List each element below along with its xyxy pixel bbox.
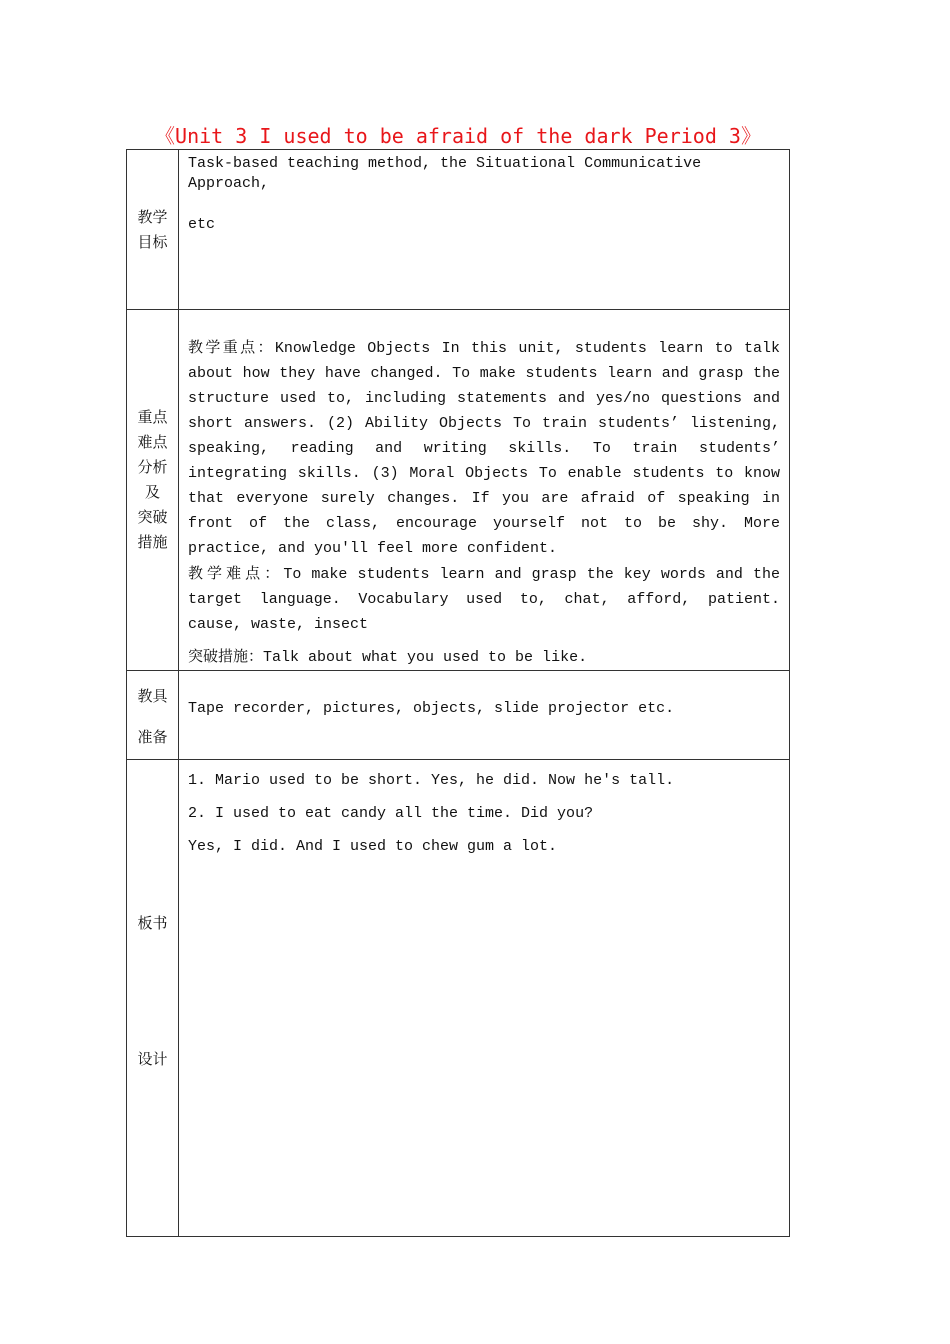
teaching-aids-content-cell [179,671,790,760]
board-design-label-line-2: 设计 [137,1050,168,1068]
objectives-label-line-2: 目标 [137,233,168,251]
board-design-label-line-1: 板书 [137,914,168,932]
objectives-line-1: Task-based teaching method, the Situational Communicative Approach, [188,155,702,192]
board-line-1: 1. Mario used to be short. Yes, he did. Now he's tall. [188,772,675,789]
key-points-row [127,310,790,671]
lesson-plan-table [126,149,790,1237]
teaching-focus-paragraph [188,335,780,561]
objectives-label-cell [127,150,179,310]
board-design-content-cell [179,760,790,1237]
key-points-label-line-5: 突破 [137,508,168,526]
objectives-label-line-1: 教学 [137,208,168,226]
teaching-focus-heading: 教学重点： [188,338,275,356]
key-points-label-cell [127,310,179,671]
teaching-focus-text: Knowledge Objects In this unit, students learn to talk about how they have changed. To make students learn and grasp the structure used to, including statements and yes/no questions and short answers. (2) Ability Objects To train students’ listening, speaking, reading and writing skills. To train students’ integrating skills. (3) Moral Objects To enable students to know that everyone surely changes. If you are afraid of speaking in front of the class, encourage yourself not to be shy. More practice, and you'll feel more confident. [188,340,780,557]
key-points-label-line-4: 及 [144,483,160,501]
board-design-label-cell [127,760,179,1237]
key-points-content-cell [179,310,790,671]
key-points-label-line-2: 难点 [137,433,168,451]
objectives-line-2: etc [188,216,216,233]
objectives-content-cell [179,150,790,310]
objectives-row [127,150,790,310]
board-line-2: 2. I used to eat candy all the time. Did you? [188,805,594,822]
key-points-label-line-1: 重点 [137,408,168,426]
teaching-difficulty-text: To make students learn and grasp the key words and the target language. Vocabulary used to, chat, afford, patient. cause, waste, insect [188,566,780,633]
breakthrough-text: Talk about what you used to be like. [263,649,588,666]
breakthrough-paragraph [188,644,780,670]
board-line-3: Yes, I did. And I used to chew gum a lot. [188,838,558,855]
document-title: 《Unit 3 I used to be afraid of the dark Period 3》 [155,124,761,148]
breakthrough-heading: 突破措施： [188,647,264,665]
teaching-aids-label-line-1: 教具 [137,687,168,705]
teaching-difficulty-paragraph [188,561,780,637]
key-points-label-line-3: 分析 [137,458,168,476]
teaching-aids-text: Tape recorder, pictures, objects, slide projector etc. [188,700,675,717]
board-design-row [127,760,790,1237]
teaching-aids-row [127,671,790,760]
teaching-aids-label-line-2: 准备 [137,728,168,746]
teaching-difficulty-heading: 教学难点： [188,564,284,582]
key-points-label-line-6: 措施 [137,533,168,551]
teaching-aids-label-cell [127,671,179,760]
